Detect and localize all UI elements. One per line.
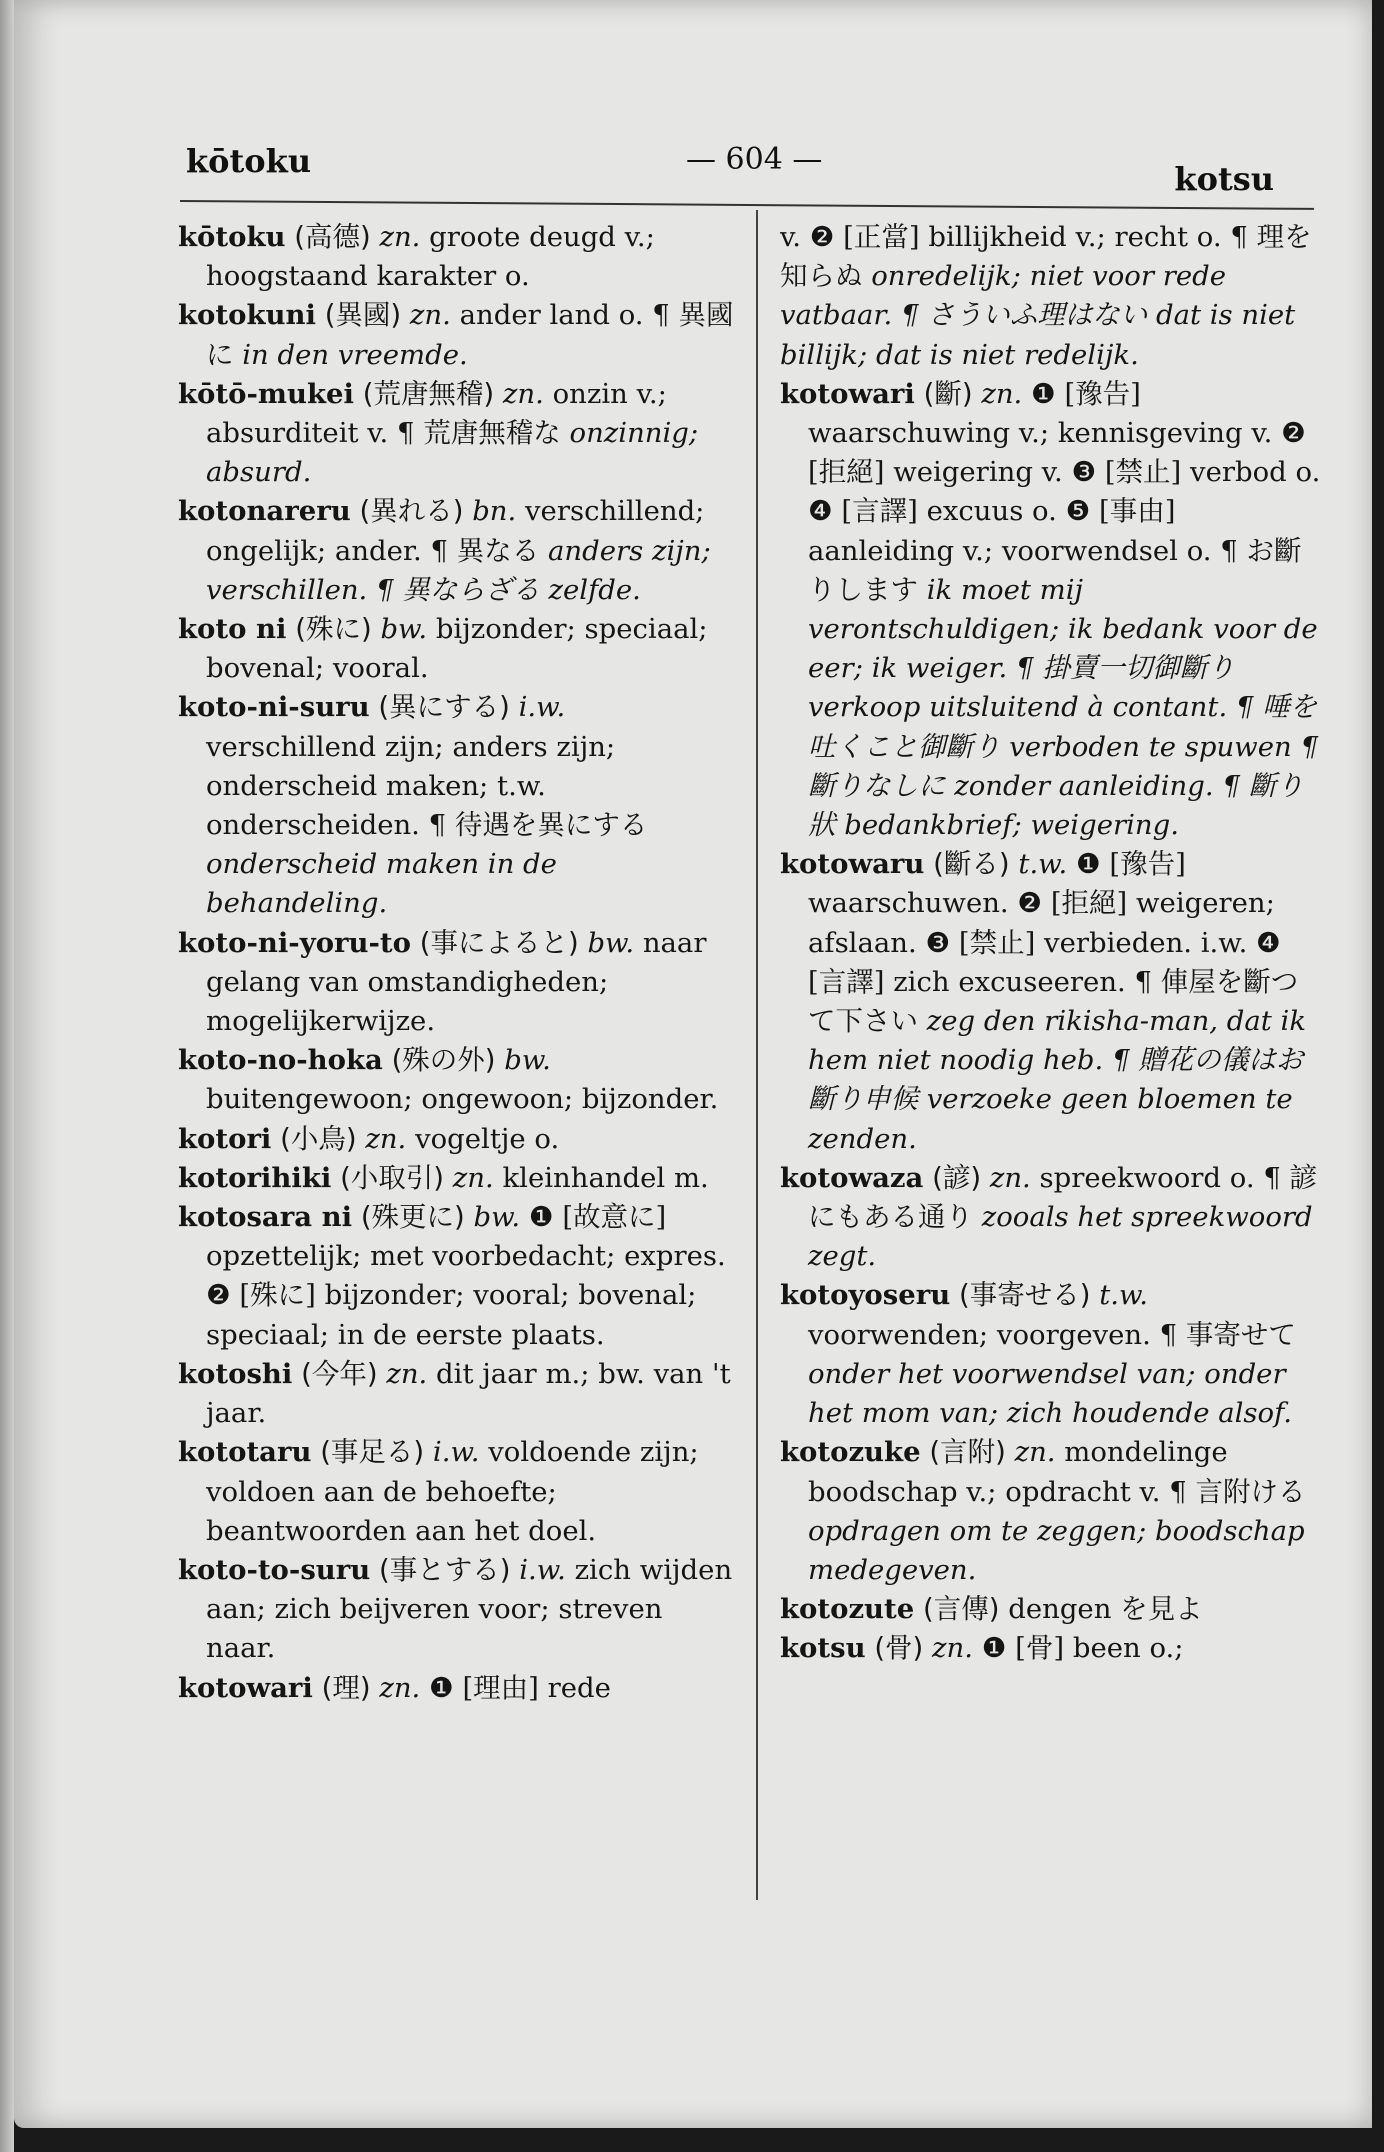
headword: kotozute — [780, 1593, 915, 1626]
definition: mondelinge boodschap v.; opdracht v. ¶ 言附ける — [808, 1436, 1306, 1508]
definition: groote deugd v.; hoogstaand karakter o. — [206, 221, 655, 293]
grammar-label: t.w. — [1099, 1279, 1149, 1312]
headword: koto-no-hoka — [178, 1044, 383, 1077]
dictionary-entry — [178, 1120, 738, 1159]
grammar-label: zn. — [409, 299, 451, 332]
entry-kanji: (異にする) — [378, 691, 510, 724]
entry-kanji: (小鳥) — [280, 1122, 357, 1155]
entry-kanji: (言附) — [929, 1436, 1006, 1469]
page-number: — 604 — — [686, 142, 823, 177]
headword: koto-ni-suru — [178, 691, 370, 724]
grammar-label: bn. — [472, 495, 517, 528]
dictionary-entry — [178, 1433, 738, 1551]
definition: kleinhandel m. — [502, 1161, 709, 1194]
entry-kanji: (小取引) — [340, 1161, 445, 1194]
entry-kanji: (事足る) — [320, 1436, 425, 1469]
dictionary-entry — [780, 1159, 1324, 1277]
headword: kotosara ni — [178, 1201, 353, 1234]
headword: kotokuni — [178, 299, 316, 332]
example-translation: in den vreemde. — [242, 338, 468, 371]
grammar-label: zn. — [365, 1122, 407, 1155]
definition: buitengewoon; ongewoon; bijzonder. — [206, 1083, 719, 1116]
dictionary-entry — [178, 1551, 738, 1669]
example-translation: zooals het spreekwoord zegt. — [808, 1201, 1313, 1273]
definition: bijzonder; speciaal; bovenal; vooral. — [206, 613, 708, 685]
grammar-label: zn. — [452, 1161, 494, 1194]
definition: spreekwoord o. ¶ 諺にもある通り — [808, 1161, 1318, 1234]
definition: voldoende zijn; voldoen aan de behoefte; beantwoorden aan het doel. — [206, 1436, 699, 1547]
definition: zich wijden aan; zich beijveren voor; streven naar. — [206, 1553, 733, 1665]
grammar-label: bw. — [473, 1201, 521, 1234]
example-translation: ik moet mij verontschuldigen; ik bedank voor de eer; ik weiger. ¶ 掛賣一切御斷り verkoop uitsluitend à contant. ¶ 唾を吐くこと御斷り verboden te spuwen ¶ 斷りなしに zonder aanleiding. ¶ 斷り狀 bedankbrief; weigering. — [808, 573, 1318, 842]
dictionary-entry — [178, 1355, 738, 1433]
left-column — [178, 218, 738, 1708]
definition: naar gelang van omstandigheden; mogelijkerwijze. — [206, 926, 707, 1038]
entry-kanji: (高德) — [294, 221, 371, 253]
headword: kōtō-mukei — [178, 377, 354, 410]
headword: kotoyoseru — [780, 1279, 951, 1312]
headword: kotsu — [780, 1632, 866, 1665]
entry-kanji: (事とする) — [379, 1553, 511, 1586]
entry-kanji: (荒唐無稽) — [362, 377, 495, 410]
headword: koto ni — [178, 613, 287, 646]
grammar-label: i.w. — [518, 691, 566, 724]
grammar-label: zn. — [932, 1632, 973, 1665]
grammar-label: zn. — [379, 1671, 421, 1704]
grammar-label: zn. — [379, 221, 421, 253]
definition: ❶ [理由] rede — [429, 1671, 611, 1704]
entry-kanji: (斷) — [923, 377, 973, 410]
headword: koto-ni-yoru-to — [178, 926, 411, 959]
grammar-label: i.w. — [432, 1436, 480, 1469]
headword: kotoshi — [178, 1357, 293, 1390]
dictionary-entry — [178, 924, 738, 1042]
example-translation: opdragen om te zeggen; boodschap medegeven. — [808, 1514, 1305, 1586]
entry-kanji: (事寄せる) — [958, 1279, 1091, 1312]
grammar-label: zn. — [989, 1161, 1031, 1194]
entry-kanji: (諺) — [932, 1161, 982, 1194]
definition: verschillend; ongelijk; ander. ¶ 異なる — [206, 495, 705, 567]
dictionary-entry — [780, 1433, 1324, 1590]
running-head — [186, 142, 1314, 198]
entry-kanji: (斷る) — [933, 848, 1010, 881]
dictionary-entry — [780, 375, 1324, 845]
example-translation: onzinnig; absurd. — [206, 417, 699, 489]
column-divider — [756, 210, 758, 1900]
entry-kanji: (殊更に) — [360, 1201, 465, 1234]
entry-kanji: (骨) — [874, 1632, 924, 1665]
definition: verschillend zijn; anders zijn; onderscheid maken; t.w. onderscheiden. ¶ 待遇を異にする — [206, 730, 648, 842]
entry-kanji: (理) — [321, 1671, 371, 1704]
example-translation: onderscheid maken in de behandeling. — [206, 848, 557, 920]
page-edge — [0, 0, 14, 2152]
definition: vogeltje o. — [415, 1122, 560, 1155]
grammar-label: zn. — [1014, 1436, 1056, 1469]
entry-kanji: (事によると) — [419, 926, 579, 959]
dictionary-entry — [178, 1041, 738, 1119]
grammar-label: bw. — [380, 613, 428, 646]
dictionary-entry — [780, 1629, 1324, 1668]
definition: v. ❷ [正當] billijkheid v.; recht o. ¶ 理を知らぬ — [780, 221, 1312, 293]
dictionary-entry — [178, 1669, 738, 1708]
dictionary-entry — [780, 1276, 1324, 1433]
grammar-label: zn. — [981, 377, 1023, 410]
grammar-label: bw. — [587, 926, 635, 959]
dictionary-entry — [178, 492, 738, 610]
grammar-label: zn. — [386, 1357, 428, 1390]
example-translation: onder het voorwendsel van; onder het mom van; zich houdende alsof. — [808, 1357, 1293, 1430]
dictionary-entry — [178, 610, 738, 688]
dictionary-entry — [780, 218, 1324, 375]
definition: ❶ [豫告] waarschuwing v.; kennisgeving v. ❷ [拒絕] weigering v. ❸ [禁止] verbod o. ❹ [言譯] excuus o. ❺ [事由] aanleiding v.; voorwendsel o. ¶ お斷りします — [808, 377, 1321, 606]
headword: kotowaza — [780, 1161, 924, 1194]
grammar-label: bw. — [504, 1044, 551, 1077]
entry-kanji: (殊に) — [295, 613, 372, 646]
entry-kanji: (異國) — [324, 299, 402, 332]
headword: kotozuke — [780, 1436, 921, 1469]
right-column — [780, 218, 1324, 1669]
headword: kotowaru — [780, 848, 925, 881]
grammar-label: i.w. — [519, 1553, 566, 1586]
dictionary-entry — [178, 296, 738, 374]
headword: kōtoku — [178, 221, 286, 253]
example-translation: anders zijn; verschillen. ¶ 異ならざる zelfde. — [206, 534, 711, 606]
headword: kotonareru — [178, 495, 351, 528]
definition: onzin v.; absurditeit v. ¶ 荒唐無稽な — [206, 377, 667, 450]
definition: dengen を見よ — [1008, 1593, 1203, 1626]
grammar-label: zn. — [502, 377, 544, 410]
headword: kotorihiki — [178, 1161, 332, 1194]
entry-kanji: (殊の外) — [391, 1044, 496, 1077]
entry-kanji: (言傳) — [923, 1593, 1000, 1626]
dictionary-entry — [178, 1159, 738, 1198]
definition: ❶ [故意に] opzettelijk; met voorbedacht; expres. ❷ [殊に] bijzonder; vooral; bovenal; speciaal; in de eerste plaats. — [206, 1201, 726, 1351]
grammar-label: t.w. — [1018, 848, 1068, 881]
definition: voorwenden; voorgeven. ¶ 事寄せて — [808, 1318, 1296, 1351]
definition: ander land o. ¶ 異國に — [206, 299, 734, 371]
dictionary-entry — [178, 1198, 738, 1355]
definition: ❶ [豫告] waarschuwen. ❷ [拒絕] weigeren; afslaan. ❸ [禁止] verbieden. i.w. ❹ [言譯] zich excuseeren. ¶ 俥屋を斷つて下さい — [808, 848, 1299, 1038]
dictionary-entry — [178, 218, 738, 296]
entry-kanji: (異れる) — [359, 495, 464, 528]
dictionary-entry — [780, 845, 1324, 1159]
definition: ❶ [骨] been o.; — [981, 1632, 1184, 1665]
dictionary-entry — [178, 688, 738, 923]
definition: dit jaar m.; bw. van 't jaar. — [206, 1357, 731, 1430]
header-last-entry: kotsu — [1174, 160, 1274, 198]
dictionary-entry — [780, 1590, 1324, 1629]
example-translation: zeg den rikisha-man, dat ik hem niet noodig heb. ¶ 贈花の儀はお斷り申候 verzoeke geen bloemen te zenden. — [808, 1005, 1307, 1155]
headword: kotowari — [178, 1671, 313, 1704]
headword: kotowari — [780, 377, 915, 410]
header-first-entry: kōtoku — [186, 142, 312, 180]
dictionary-entry — [178, 375, 738, 493]
entry-kanji: (今年) — [301, 1357, 378, 1390]
example-translation: onredelijk; niet voor rede vatbaar. ¶ さういふ理はない dat is niet billijk; dat is niet redelijk. — [780, 260, 1296, 371]
headword: kotori — [178, 1122, 272, 1155]
headword: kototaru — [178, 1436, 312, 1469]
headword: koto-to-suru — [178, 1553, 371, 1586]
